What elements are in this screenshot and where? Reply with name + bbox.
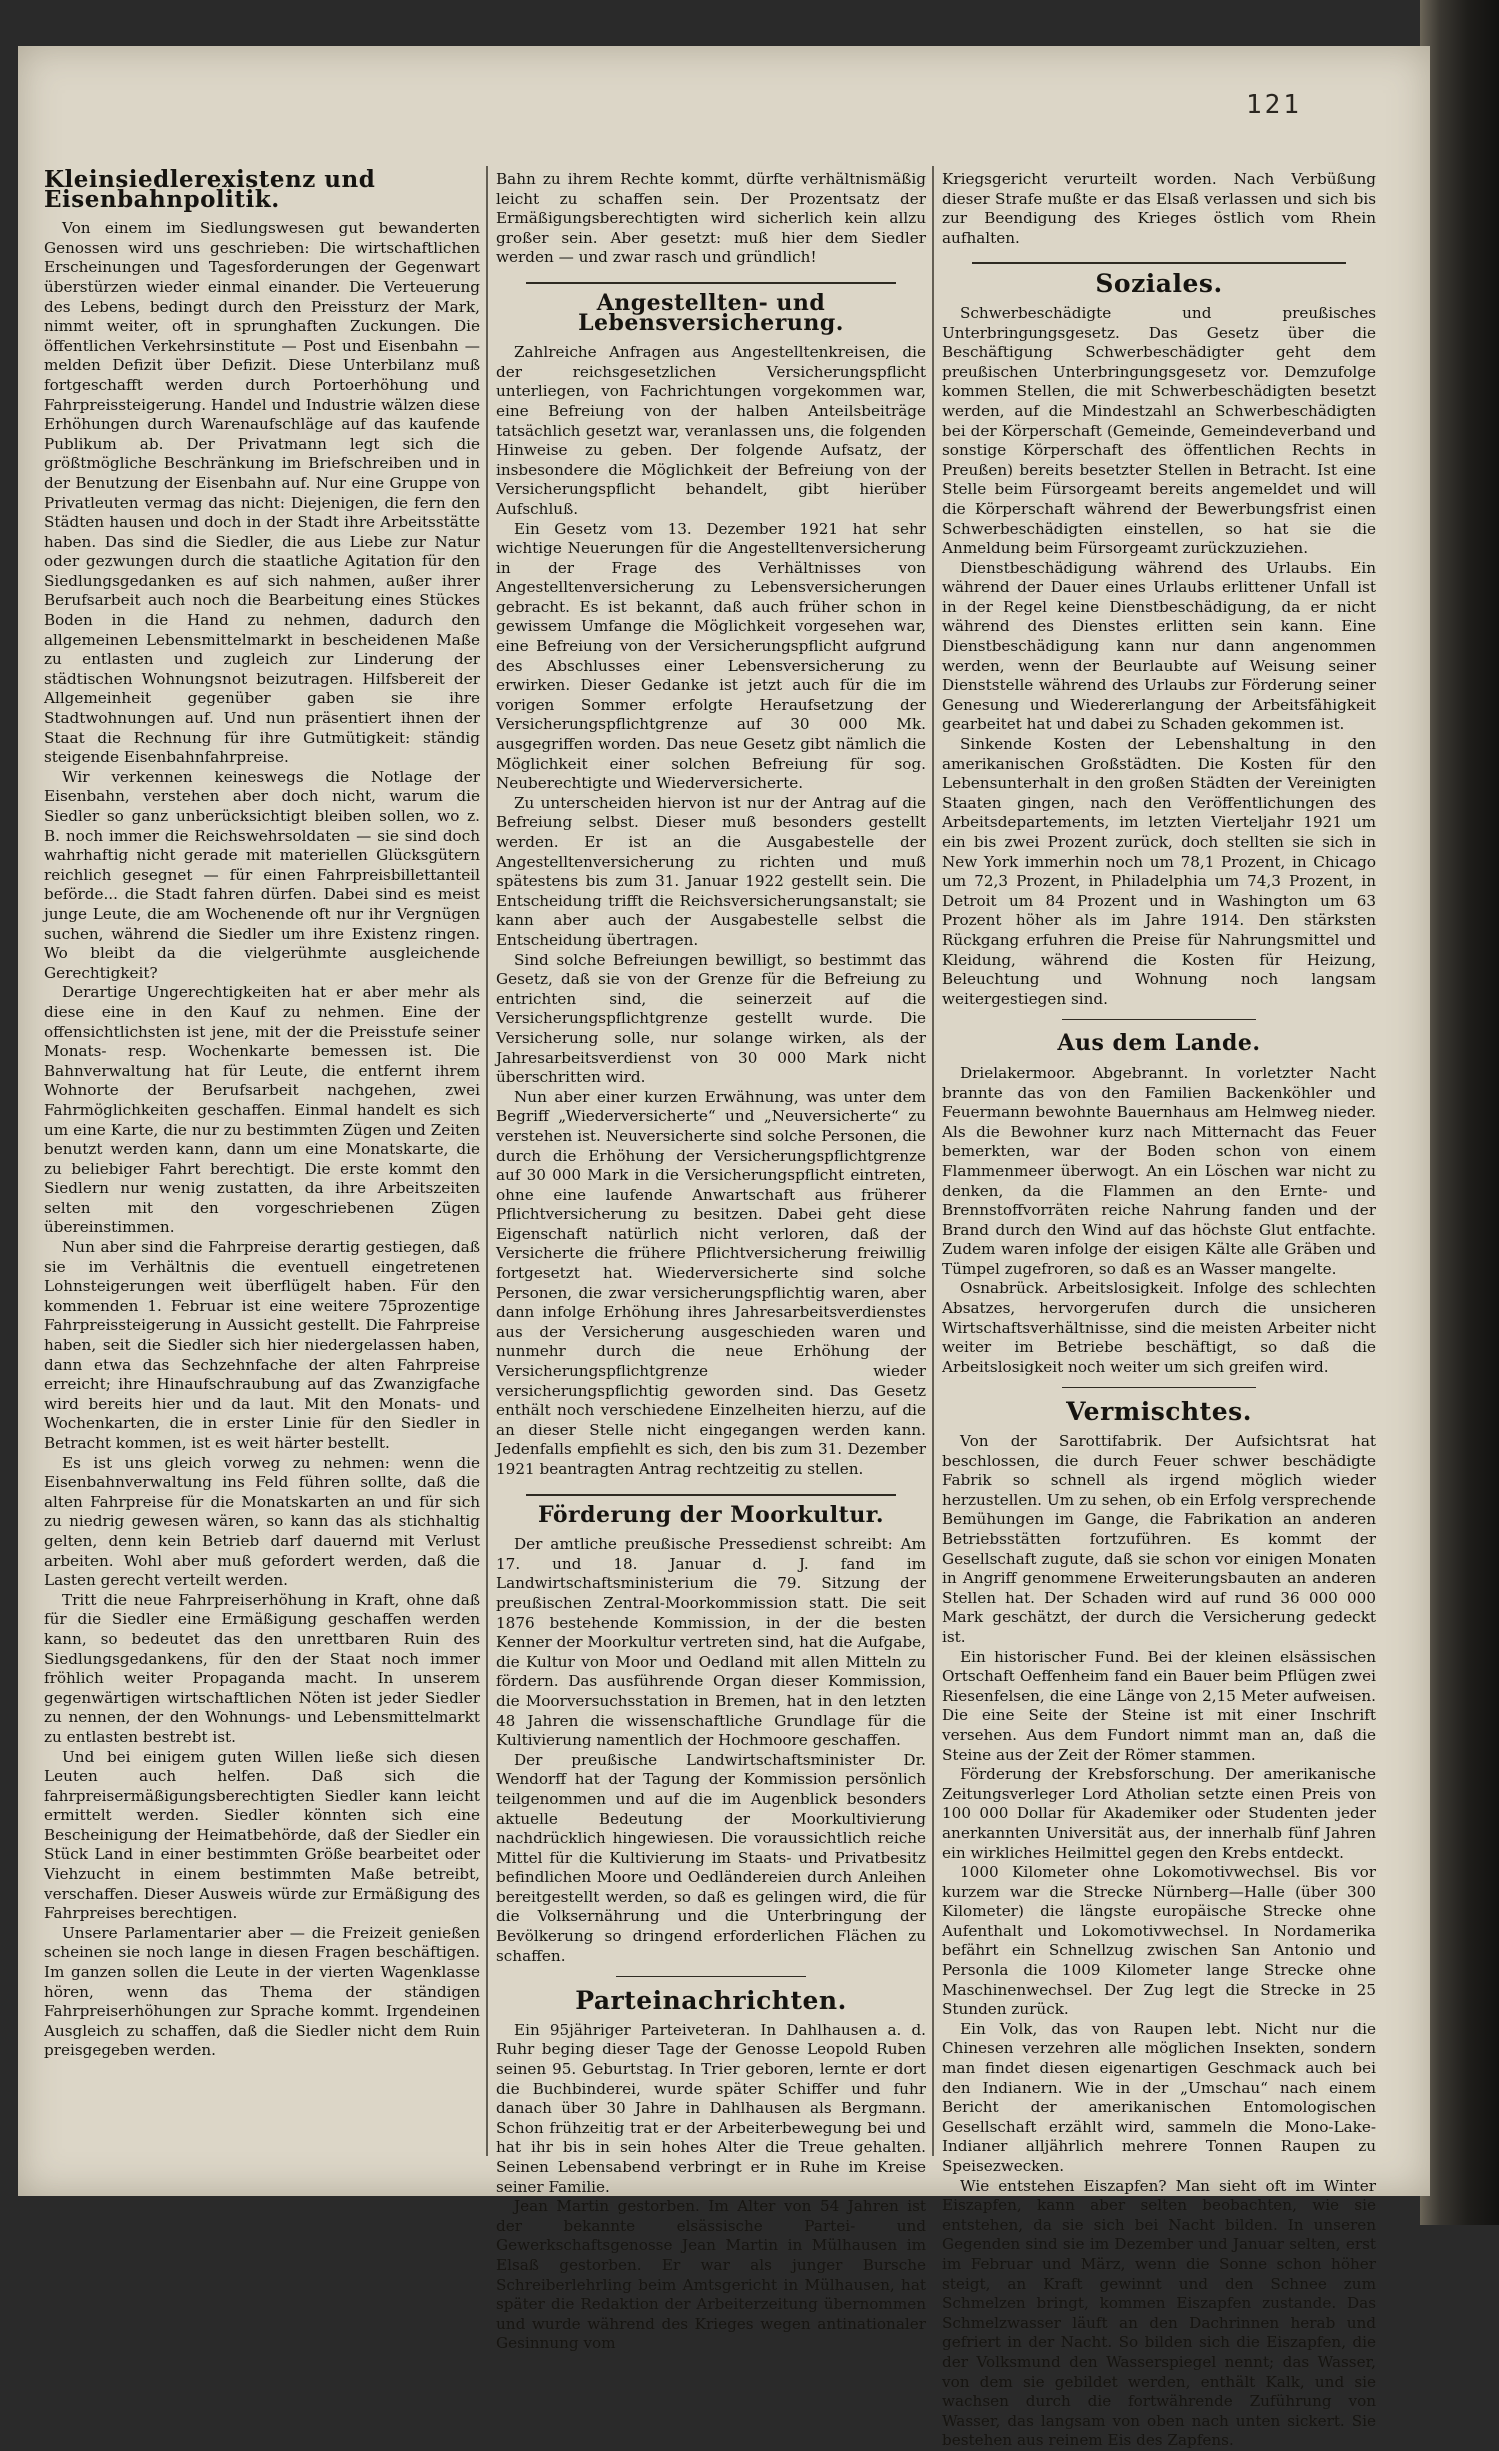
article-paragraph: Förderung der Krebsforschung. Der amerikanische Zeitungsverleger Lord Atholian setzte einen Preis von 100 000 Dollar für Akademiker oder Studenten jeder anerkannten Universität aus, der innerhalb fünf Jahren ein wirkliches Heilmittel gegen den Krebs entdeckt.	[942, 1765, 1376, 1862]
article-paragraph: Schwerbeschädigte und preußisches Unterbringungsgesetz. Das Gesetz über die Beschäftigung Schwerbeschädigter geht dem preußischen Unterbringungsgesetz vor. Demzufolge kommen Stellen, die mit Schwerbeschädigten besetzt werden, auf die Mindestzahl an Schwerbeschädigten bei der Körperschaft (Gemeinde, Gemeindeverband und sonstige Körperschaft des öffentlichen Rechts in Preußen) bereits besetzter Stellen in Betracht. Ist eine Stelle beim Fürsorgeamt bereits angemeldet und will die Körperschaft während der Bewerbungsfrist einen Schwerbeschädigten einstellen, so hat sie die Anmeldung beim Fürsorgeamt zurückzuziehen.	[942, 303, 1376, 558]
book-binding	[1420, 0, 1499, 2225]
article-paragraph: Wir verkennen keineswegs die Notlage der Eisenbahn, verstehen aber doch nicht, warum die Siedler so ganz unberücksichtigt bleiben sollen, wo z. B. noch immer die Reichswehrsoldaten — sie sind doch wahrhaftig nicht gerade mit materiellen Glücksgütern reichlich gesegnet — für einen Fahrpreisbillettanteil beförde... die Stadt fahren dürfen. Dabei sind es meist junge Leute, die am Wochenende oft nur ihr Vergnügen suchen, während die Siedler um ihre Existenz ringen. Wo bleibt da die vielgerühmte ausgleichende Gerechtigkeit?	[44, 767, 480, 982]
article-paragraph: Der preußische Landwirtschaftsminister Dr. Wendorff hat der Tagung der Kommission persönlich teilgenommen und auf die im Augenblick besonders aktuelle Bedeutung der Moorkultivierung nachdrücklich hingewiesen. Die voraussichtlich reiche Mittel für die Kultivierung im Staats- und Privatbesitz befindlichen Moore und Oedländereien durch Anleihen bereitgestellt werden, so daß es gelingen wird, die für die Volksernährung und die Unterbringung der Bevölkerung so dringend erforderlichen Flächen zu schaffen.	[496, 1750, 926, 1965]
article-paragraph: Nun aber sind die Fahrpreise derartig gestiegen, daß sie im Verhältnis die eventuell eingetretenen Lohnsteigerungen weit überflügelt haben. Für den kommenden 1. Februar ist eine weitere 75prozentige Fahrpreissteigerung in Aussicht gestellt. Die Fahrpreise haben, seit die Siedler sich hier niedergelassen haben, dann etwa das Sechzehnfache der alten Fahrpreise erreicht; ihre Hinaufschraubung auf das Zwanzigfache wird bereits hier und da laut. Mit den Monats- und Wochenkarten, die in erster Linie für den Siedler in Betracht kommen, ist es weit härter bestellt.	[44, 1238, 480, 1452]
section-title-aus-dem-lande: Aus dem Lande.	[1057, 1030, 1261, 1057]
article-paragraph: Zu unterscheiden hiervon ist nur der Antrag auf die Befreiung selbst. Dieser muß besonders gestellt werden. Er ist an die Ausgabestelle der Angestelltenversicherung zu richten und muß spätestens bis zum 31. Januar 1922 gestellt sein. Die Entscheidung trifft die Reichsversicherungsanstalt; sie kann aber auch der Ausgabestelle selbst die Entscheidung übertragen.	[496, 793, 926, 949]
article-title-moorkultur: Förderung der Moorkultur.	[537, 1501, 885, 1528]
article-paragraph: Derartige Ungerechtigkeiten hat er aber mehr als diese eine in den Kauf zu nehmen. Eine der offensichtlichsten ist jene, mit der die Preisstufe seiner Monats- resp. Wochenkarte bemessen ist. Die Bahnverwaltung hat für Leute, die entfernt ihrem Wohnorte der Berufsarbeit nachgehen, zwei Fahrmöglichkeiten geschaffen. Einmal handelt es sich um eine Karte, die nur zu bestimmten Zügen und Zeiten benutzt werden kann, dann um eine Monatskarte, die zu beliebiger Fahrt berechtigt. Die erste kommt den Siedlern nur wenig zustatten, da ihre Arbeitszeiten selten mit den vorgeschriebenen Zügen übereinstimmen.	[44, 983, 480, 1237]
section-title-vermischtes: Vermischtes.	[1066, 1397, 1252, 1427]
section-title-soziales: Soziales.	[1095, 269, 1223, 299]
page-number: 121	[1246, 90, 1302, 120]
article-paragraph: Es ist uns gleich vorweg zu nehmen: wenn die Eisenbahnverwaltung ins Feld führen sollte, daß die alten Fahrpreise für die Monatskarten an und für sich zu niedrig gewesen wären, so kann das als stichhaltig gelten, denn kein Betrieb darf dauernd mit Verlust arbeiten. Wohl aber muß gefordert werden, daß die Lasten gerecht verteilt werden.	[44, 1453, 480, 1590]
article-paragraph: Und bei einigem guten Willen ließe sich diesen Leuten auch helfen. Daß sich die fahrpreisermäßigungsberechtigten Siedler kann leicht ermittelt werden. Siedler könnten sich eine Bescheinigung der Heimatbehörde, daß der Siedler ein Stück Land in einer bestimmten Größe bearbeitet oder Viehzucht in einem bestimmten Maße betreibt, verschaffen. Dieser Ausweis würde zur Ermäßigung des Fahrpreises berechtigen.	[44, 1747, 480, 1923]
article-paragraph: Wie entstehen Eiszapfen? Man sieht oft im Winter Eiszapfen, kann aber selten beobachten, wie sie entstehen, da sie sich bei Nacht bilden. In unseren Gegenden sind sie im Dezember und Januar selten, erst im Februar und März, wenn die Sonne schon höher steigt, an Kraft gewinnt und den Schnee zum Schmelzen bringt, kommen Eiszapfen zustande. Das Schmelzwasser läuft an den Dachrinnen herab und gefriert in der Nacht. So bilden sich die Eiszapfen, die der Volksmund den Wasserspiegel nennt; das Wasser, von dem sie gebildet werden, enthält Kalk, und sie wachsen durch die fortwährende Zuführung von Wasser, das langsam von oben nach unten sickert. Sie bestehen aus reinem Eis des Zapfens.	[942, 2176, 1376, 2450]
article-paragraph: Ein Gesetz vom 13. Dezember 1921 hat sehr wichtige Neuerungen für die Angestelltenversicherung in der Frage des Verhältnisses von Angestelltenversicherung zu Lebensversicherungen gebracht. Es ist bekannt, daß auch früher schon in gewissem Umfange die Möglichkeit vorgesehen war, eine Befreiung von der Versicherungspflicht aufgrund des Abschlusses einer Lebensversicherung zu erwirken. Dieser Gedanke ist jetzt auch für die im vorigen Sommer erfolgte Heraufsetzung der Versicherungspflichtgrenze auf 30 000 Mk. ausgegriffen worden. Das neue Gesetz gibt nämlich die Möglichkeit einer solchen Befreiung für sog. Neuberechtigte und Wiederversicherte.	[496, 519, 926, 793]
section-title-parteinachrichten: Parteinachrichten.	[575, 1986, 847, 2016]
article-paragraph: Tritt die neue Fahrpreiserhöhung in Kraft, ohne daß für die Siedler eine Ermäßigung geschaffen werden kann, so bedeutet das den unrettbaren Ruin des Siedlungsgedankens, für den der Staat noch immer fröhlich weiter Propaganda macht. In unserem gegenwärtigen wirtschaftlichen Nöten ist jeder Siedler zu nennen, der den Wohnungs- und Lebensmittelmarkt zu entlasten bestrebt ist.	[44, 1590, 480, 1746]
article-paragraph: Ein Volk, das von Raupen lebt. Nicht nur die Chinesen verzehren alle möglichen Insekten, sondern man findet diesen eigenartigen Geschmack auch bei den Indianern. Wie in der „Umschau“ nach einem Bericht der amerikanischen Entomologischen Gesellschaft erzählt wird, sammeln die Mono-Lake-Indianer alljährlich mehrere Tonnen Raupen zu Speisezwecken.	[942, 2019, 1376, 2175]
article-title-kleinsiedler: Kleinsiedlerexistenz und Eisenbahnpolitik.	[44, 166, 376, 213]
article-paragraph: Dienstbeschädigung während des Urlaubs. Ein während der Dauer eines Urlaubs erlittener Unfall ist in der Regel keine Dienstbeschädigung, da er nicht während des Dienstes erlitten sein kann. Eine Dienstbeschädigung kann nur dann angenommen werden, wenn der Beurlaubte auf Weisung seiner Dienststelle während des Urlaubs zur Förderung seiner Genesung und Wiedererlangung der Arbeitsfähigkeit gearbeitet hat und dabei zu Schaden gekommen ist.	[942, 558, 1376, 734]
column-right	[942, 170, 1376, 2450]
article-paragraph: Zahlreiche Anfragen aus Angestelltenkreisen, die der reichsgesetzlichen Versicherungspflicht unterliegen, von Fachrichtungen vorgekommen war, eine Befreiung von der halben Anteilsbeiträge tatsächlich gesetzt war, veranlassen uns, die folgenden Hinweise zu geben. Der folgende Aufsatz, der insbesondere die Möglichkeit der Befreiung von der Versicherungspflicht behandelt, gibt hierüber Aufschluß.	[496, 343, 926, 518]
article-continuation: Kriegsgericht verurteilt worden. Nach Verbüßung dieser Strafe mußte er das Elsaß verlassen und sich bis zur Beendigung des Krieges östlich vom Rhein aufhalten.	[942, 170, 1376, 247]
article-paragraph: Von der Sarottifabrik. Der Aufsichtsrat hat beschlossen, die durch Feuer schwer beschädigte Fabrik so schnell als irgend möglich wieder herzustellen. Um zu sehen, ob ein Erfolg versprechende Bemühungen im Gange, die Fabrikation an anderen Betriebsstätten fortzuführen. Es kommt der Gesellschaft zugute, daß sie schon vor einigen Monaten in Angriff genommene Erweiterungsbauten an anderen Stellen hat. Der Schaden wird auf rund 36 000 000 Mark geschätzt, der durch die Versicherung gedeckt ist.	[942, 1432, 1376, 1646]
article-paragraph: Ein historischer Fund. Bei der kleinen elsässischen Ortschaft Oeffenheim fand ein Bauer beim Pflügen zwei Riesenfelsen, die eine Länge von 2,15 Meter aufweisen. Die eine Seite der Steine ist mit einer Inschrift versehen. Aus dem Fundort nimmt man an, daß die Steine aus der Zeit der Römer stammen.	[942, 1647, 1376, 1764]
section-divider	[1062, 1387, 1256, 1388]
article-paragraph: Ein 95jähriger Parteiveteran. In Dahlhausen a. d. Ruhr beging dieser Tage der Genosse Leopold Ruben seinen 95. Geburtstag. In Trier geboren, lernte er dort die Buchbinderei, wurde später Schiffer und fuhr danach über 30 Jahre in Dahlhausen als Bergmann. Schon frühzeitig trat er der Arbeiterbewegung bei und hat ihr bis in sein hohes Alter die Treue gehalten. Seinen Lebensabend verbringt er in Ruhe im Kreise seiner Familie.	[496, 2020, 926, 2196]
article-paragraph: Jean Martin gestorben. Im Alter von 54 Jahren ist der bekannte elsässische Partei- und Gewerkschaftsgenosse Jean Martin in Mülhausen im Elsaß gestorben. Er war als junger Bursche Schreiberlehrling beim Amtsgericht in Mülhausen, hat später die Redaktion der Arbeiterzeitung übernommen und wurde während des Krieges wegen antinationaler Gesinnung vom	[496, 2197, 926, 2353]
article-paragraph: Der amtliche preußische Pressedienst schreibt: Am 17. und 18. Januar d. J. fand im Landwirtschaftsministerium die 79. Sitzung der preußischen Zentral-Moorkommission statt. Die seit 1876 bestehende Kommission, in der die besten Kenner der Moorkultur vertreten sind, hat die Aufgabe, die Kultur von Moor und Oedland mit allen Mitteln zu fördern. Das ausführende Organ dieser Kommission, die Moorversuchsstation in Bremen, hat in den letzten 48 Jahren die wissenschaftliche Grundlage für die Kultivierung namentlich der Hochmoore geschaffen.	[496, 1535, 926, 1750]
section-divider	[526, 282, 896, 284]
article-paragraph: Nun aber einer kurzen Erwähnung, was unter dem Begriff „Wiederversicherte“ und „Neuversicherte“ zu verstehen ist. Neuversicherte sind solche Personen, die durch die Erhöhung der Versicherungspflichtgrenze auf 30 000 Mark in die Versicherungspflicht eintreten, ohne eine laufende Anwartschaft aus früherer Pflichtversicherung zu besitzen. Dabei geht diese Eigenschaft natürlich nicht verloren, daß der Versicherte die frühere Pflichtversicherung freiwillig fortgesetzt hat. Wiederversicherte sind solche Personen, die zwar versicherungspflichtig waren, aber dann infolge Erhöhung ihres Jahresarbeitsverdienstes aus der Versicherung ausgeschieden waren und nunmehr durch die neue Erhöhung der Versicherungspflichtgrenze wieder versicherungspflichtig geworden sind. Das Gesetz enthält noch verschiedene Einzelheiten hierzu, auf die an dieser Stelle nicht eingegangen werden kann. Jedenfalls empfiehlt es sich, den bis zum 31. Dezember 1921 beantragten Antrag rechtzeitig zu stellen.	[496, 1087, 926, 1478]
article-continuation: Bahn zu ihrem Rechte kommt, dürfte verhältnismäßig leicht zu schaffen sein. Der Prozentsatz der Ermäßigungsberechtigten wird sicherlich kein allzu großer sein. Aber gesetzt: muß hier dem Siedler werden — und zwar rasch und gründlich!	[496, 170, 926, 267]
column-left	[44, 166, 480, 2150]
section-divider	[526, 1494, 896, 1496]
article-title-angestellten: Angestellten- und Lebensversicherung.	[578, 289, 844, 336]
column-rule-1	[486, 166, 488, 2156]
article-paragraph: Drielakermoor. Abgebrannt. In vorletzter Nacht brannte das von den Familien Backenköhler und Feuermann bewohnte Bauernhaus am Helmweg nieder. Als die Bewohner kurz nach Mitternacht das Feuer bemerkten, war der Boden schon von einem Flammenmeer überwogt. An ein Löschen war nicht zu denken, da die Flammen an den Ernte- und Brennstoffvorräten reiche Nahrung fanden und der Brand durch den Wind auf das höchste Glut entfachte. Zudem waren infolge der eisigen Kälte alle Gräben und Tümpel zugefroren, so daß es an Wasser mangelte.	[942, 1063, 1376, 1278]
section-divider	[972, 262, 1346, 264]
article-paragraph: 1000 Kilometer ohne Lokomotivwechsel. Bis vor kurzem war die Strecke Nürnberg—Halle (über 300 Kilometer) die längste europäische Strecke ohne Aufenthalt und Lokomotivwechsel. In Nordamerika befährt ein Schnellzug zwischen San Antonio und Personla die 1009 Kilometer lange Strecke ohne Maschinenwechsel. Der Zug legt die Strecke in 25 Stunden zurück.	[942, 1863, 1376, 2019]
article-paragraph: Unsere Parlamentarier aber — die Freizeit genießen scheinen sie noch lange in diesen Fragen beschäftigen. Im ganzen sollen die Leute in der vierten Wagenklasse hören, wenn das Thema der ständigen Fahrpreiserhöhungen zur Sprache kommt. Irgendeinen Ausgleich zu schaffen, daß die Siedler nicht dem Ruin preisgegeben werden.	[44, 1923, 480, 2060]
article-paragraph: Sind solche Befreiungen bewilligt, so bestimmt das Gesetz, daß sie von der Grenze für die Befreiung zu entrichten sind, die seinerzeit auf die Versicherungspflichtgrenze gestellt wurde. Die Versicherung solle, nur solange wirken, als der Jahresarbeitsverdienst von 30 000 Mark nicht überschritten wird.	[496, 950, 926, 1087]
section-divider	[1062, 1019, 1256, 1020]
article-paragraph: Von einem im Siedlungswesen gut bewanderten Genossen wird uns geschrieben: Die wirtschaftlichen Erscheinungen und Tagesforderungen der Gegenwart überstürzen wieder einmal einander. Die Verteuerung des Lebens, bedingt durch den Preissturz der Mark, nimmt weiter, oft in sprunghaften Zuckungen. Die öffentlichen Verkehrsinstitute — Post und Eisenbahn — melden Defizit über Defizit. Diese Unterbilanz muß fortgeschafft werden durch Portoerhöhung und Fahrpreissteigerung. Handel und Industrie wälzen diese Erhöhungen durch Warenaufschläge auf das kaufende Publikum ab. Der Privatmann legt sich die größtmögliche Beschränkung im Briefschreiben und in der Benutzung der Eisenbahn auf. Nur eine Gruppe von Privatleuten vermag das nicht: Diejenigen, die fern den Städten hausen und doch in der Stadt ihre Arbeitsstätte haben. Das sind die Siedler, die aus Liebe zur Natur oder gezwungen durch die staatliche Agitation für den Siedlungsgedanken es auf sich nahmen, außer ihrer Berufsarbeit auch noch die Bearbeitung eines Stückes Boden in die Hand zu nehmen, dadurch den allgemeinen Lebensmittelmarkt in bescheidenen Maße zu entlasten und zugleich zur Linderung der städtischen Wohnungsnot beizutragen. Hilfsbereit der Allgemeinheit gegenüber gaben sie ihre Stadtwohnungen auf. Und nun präsentiert ihnen der Staat die Rechnung für ihre Gutmütigkeit: ständig steigende Eisenbahnfahrpreise.	[44, 219, 480, 767]
column-rule-2	[932, 166, 934, 2156]
section-divider	[616, 1976, 806, 1977]
article-paragraph: Osnabrück. Arbeitslosigkeit. Infolge des schlechten Absatzes, hervorgerufen durch die unsicheren Wirtschaftsverhältnisse, sind die meisten Arbeiter nicht weiter im Betriebe beschäftigt, so daß die Arbeitslosigkeit noch weiter um sich greifen wird.	[942, 1279, 1376, 1376]
article-paragraph: Sinkende Kosten der Lebenshaltung in den amerikanischen Großstädten. Die Kosten für den Lebensunterhalt in den großen Städten der Vereinigten Staaten gingen, nach den Veröffentlichungen des Arbeitsdepartements, im letzten Vierteljahr 1921 um ein bis zwei Prozent zurück, doch stellten sie sich in New York immerhin noch um 78,1 Prozent, in Chicago um 72,3 Prozent, in Philadelphia um 74,3 Prozent, in Detroit um 84 Prozent und in Washington um 63 Prozent höher als im Jahre 1914. Den stärksten Rückgang erfuhren die Preise für Nahrungsmittel und Kleidung, während die Kosten für Heizung, Beleuchtung und Wohnung noch langsam weitergestiegen sind.	[942, 735, 1376, 1008]
newspaper-page	[18, 46, 1430, 2450]
column-middle	[496, 170, 926, 2353]
